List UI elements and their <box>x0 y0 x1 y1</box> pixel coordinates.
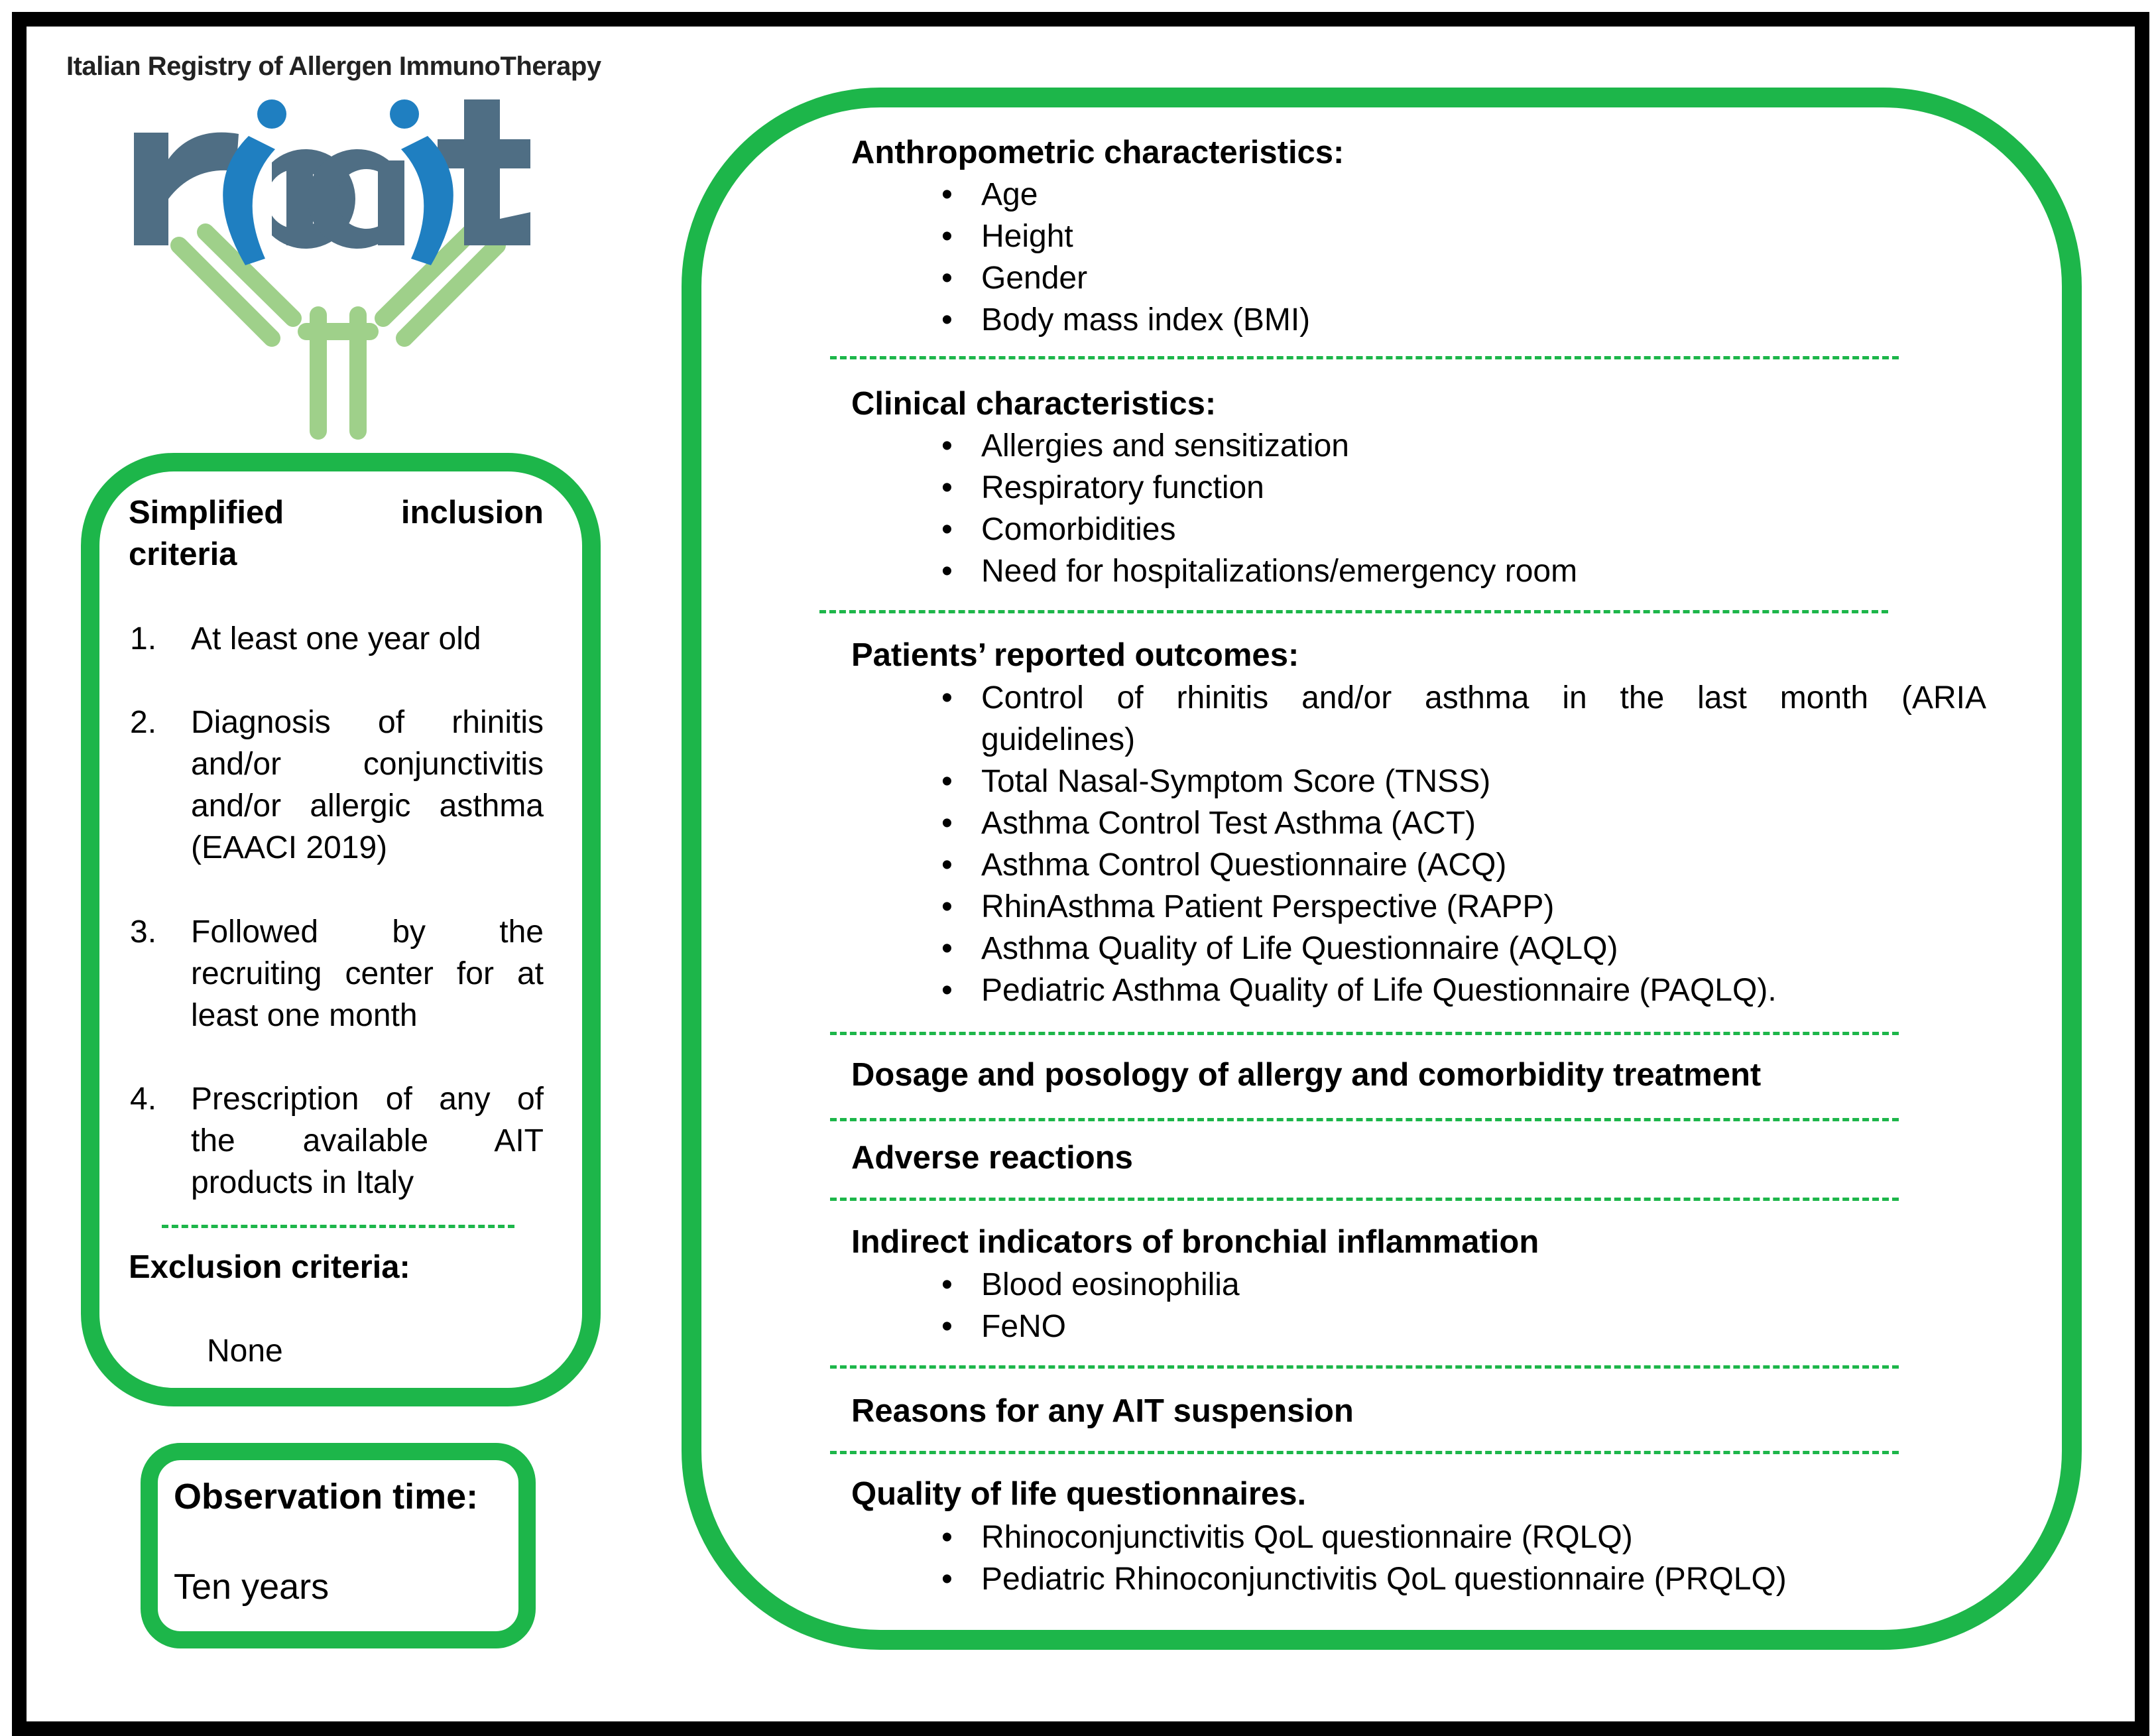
list-item: • Respiratory function <box>981 467 1577 509</box>
section-divider <box>830 1198 1899 1201</box>
list-item: • Pediatric Asthma Quality of Life Questionnaire (PAQLQ). <box>981 969 1986 1011</box>
antibody-y-icon <box>179 232 497 431</box>
item-line: the available AIT <box>191 1123 544 1158</box>
item-line: (EAACI 2019) <box>191 830 388 865</box>
list-item: • RhinAsthma Patient Perspective (RAPP) <box>981 886 1986 928</box>
list-item: • Rhinoconjunctivitis QoL questionnaire (RQLQ) <box>981 1517 1787 1558</box>
item-line: products in Italy <box>191 1165 414 1200</box>
logo-letters <box>134 99 530 249</box>
list-item: • Total Nasal-Symptom Score (TNSS) <box>981 761 1986 802</box>
inclusion-item-2 <box>130 702 544 869</box>
bullet-icon: • <box>941 1309 953 1344</box>
section-title-dosage: Dosage and posology of allergy and comorbidity treatment <box>851 1057 1762 1093</box>
section-title-pro: Patients’ reported outcomes: <box>851 637 1299 673</box>
list-item: • Control of rhinitis and/or asthma in the last month (ARIA <box>981 677 1986 719</box>
item-line: and/or allergic asthma <box>191 788 544 824</box>
section-divider <box>830 1032 1899 1035</box>
list-item: • Gender <box>981 257 1310 299</box>
list-item: • Asthma Control Test Asthma (ACT) <box>981 802 1986 844</box>
list-item: • FeNO <box>981 1306 1240 1347</box>
bullet-icon: • <box>941 931 953 966</box>
riait-logo-icon <box>119 99 557 444</box>
bullet-icon: • <box>941 1562 953 1597</box>
bullet-icon: • <box>941 470 953 505</box>
list-item: • Asthma Control Questionnaire (ACQ) <box>981 844 1986 886</box>
item-line: At least one year old <box>191 621 481 656</box>
list-item: • Allergies and sensitization <box>981 425 1577 467</box>
list-item: • Pediatric Rhinoconjunctivitis QoL questionnaire (PRQLQ) <box>981 1558 1787 1600</box>
bullet-icon: • <box>941 889 953 924</box>
item-line: least one month <box>191 998 418 1033</box>
bullet-icon: • <box>941 219 953 254</box>
list-item: • Asthma Quality of Life Questionnaire (AQLQ) <box>981 928 1986 969</box>
item-number: 2. <box>130 705 157 740</box>
bullet-icon: • <box>941 302 953 338</box>
section-title-qol: Quality of life questionnaires. <box>851 1476 1307 1512</box>
item-line: Prescription of any of <box>191 1082 544 1117</box>
observation-box <box>141 1443 536 1648</box>
bullet-icon: • <box>941 261 953 296</box>
item-number: 4. <box>130 1082 157 1117</box>
item-number: 1. <box>130 621 157 656</box>
bullet-icon: • <box>941 554 953 589</box>
section-divider <box>830 1451 1899 1454</box>
list-item: • Height <box>981 216 1310 257</box>
inclusion-divider <box>162 1225 514 1228</box>
section-divider <box>830 356 1899 359</box>
bullet-icon: • <box>941 806 953 841</box>
bullet-icon: • <box>941 847 953 883</box>
section-divider <box>819 610 1888 613</box>
bullet-icon: • <box>941 1267 953 1302</box>
registry-name: Italian Registry of Allergen ImmunoTherapy <box>66 52 601 81</box>
bullet-icon: • <box>941 177 953 212</box>
inclusion-item-3 <box>130 911 544 1036</box>
observation-value: Ten years <box>174 1567 329 1607</box>
bullet-list-pro <box>941 677 1986 1011</box>
inclusion-item-4 <box>130 1078 544 1204</box>
item-line: Followed by the <box>191 914 544 950</box>
list-item: • Age <box>981 174 1310 216</box>
bullet-icon: • <box>941 428 953 464</box>
section-title-suspension: Reasons for any AIT suspension <box>851 1393 1354 1429</box>
section-title-clinical: Clinical characteristics: <box>851 386 1217 422</box>
section-title-bronchial: Indirect indicators of bronchial inflammation <box>851 1224 1539 1260</box>
bullet-icon: • <box>941 764 953 799</box>
inclusion-title-word2: inclusion <box>400 495 544 530</box>
item-number: 3. <box>130 914 157 950</box>
section-title-anthropometric: Anthropometric characteristics: <box>851 135 1345 170</box>
item-line: recruiting center for at <box>191 956 544 991</box>
bullet-list-anthropometric <box>941 174 1311 341</box>
bullet-list-bronchial <box>941 1264 1240 1347</box>
list-item: • Need for hospitalizations/emergency room <box>981 550 1577 592</box>
item-line: and/or conjunctivitis <box>191 747 544 782</box>
exclusion-title: Exclusion criteria: <box>129 1249 410 1285</box>
bullet-icon: • <box>941 973 953 1008</box>
section-title-adverse: Adverse reactions <box>851 1140 1133 1176</box>
list-item: • Body mass index (BMI) <box>981 299 1310 341</box>
inclusion-title <box>129 492 544 576</box>
list-item: • Blood eosinophilia <box>981 1264 1240 1306</box>
section-divider <box>830 1118 1899 1121</box>
bullet-list-qol <box>941 1517 1787 1600</box>
bullet-icon: • <box>941 512 953 547</box>
bullet-icon: • <box>941 1520 953 1555</box>
observation-title: Observation time: <box>174 1477 479 1517</box>
list-item-continuation: guidelines) <box>981 722 1136 757</box>
inclusion-title-word1: Simplified <box>129 495 284 530</box>
section-divider <box>830 1365 1899 1369</box>
inclusion-item-1 <box>130 618 544 660</box>
bullet-list-clinical <box>941 425 1578 592</box>
bullet-icon: • <box>941 680 953 715</box>
item-line: Diagnosis of rhinitis <box>191 705 544 740</box>
list-item: • Comorbidities <box>981 509 1577 550</box>
exclusion-value: None <box>207 1333 283 1369</box>
inclusion-title-word3: criteria <box>129 536 237 572</box>
